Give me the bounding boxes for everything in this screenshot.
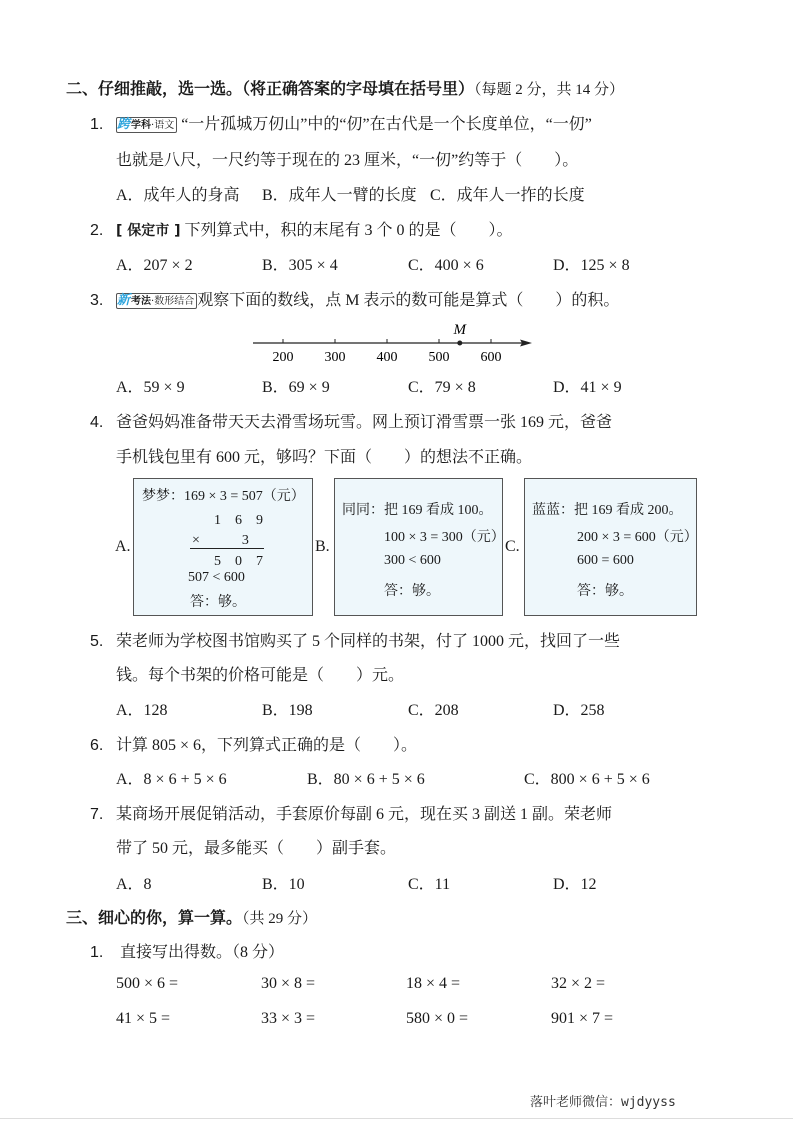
question-4-line2: 手机钱包里有 600 元，够吗？下面（ ）的想法不正确。 [116,449,533,466]
question-number: 2. [90,222,104,239]
calc-item: 41 × 5 = [116,1010,171,1027]
question-text: 计算 805 × 6，下列算式正确的是（ ）。 [116,737,418,754]
box-line: 同同：把 169 看成 100。 [342,503,493,518]
box-answer: 答：够。 [190,595,246,610]
calc-rule [190,548,264,549]
question-number: 1. [90,116,104,133]
box-line: 600 = 600 [577,553,634,568]
tick-label: 300 [324,350,346,365]
question-number: 7. [90,806,104,823]
question-1-line2: 也就是八尺，一尺约等于现在的 23 厘米，“一仞”约等于（ ）。 [116,152,579,169]
option-a-label[interactable]: A. [115,538,131,555]
section2-score-note: （每题 2 分，共 14 分） [474,82,625,98]
tick-label: 600 [480,350,502,365]
point-m-label: M [453,322,467,338]
option-d[interactable]: D．258 [553,702,605,719]
option-b[interactable]: B．305 × 4 [262,257,338,274]
question-5-line1 [90,628,620,651]
calc-item: 580 × 0 = [406,1010,469,1027]
question-3-line1 [90,287,619,310]
section3-score-note: （共 29 分） [242,911,318,927]
question-7-line1 [90,801,612,824]
option-c[interactable]: C．11 [408,876,451,893]
option-a[interactable]: A．8 × 6 + 5 × 6 [116,771,227,788]
box-answer: 答：够。 [577,584,633,599]
option-d[interactable]: D．41 × 9 [553,379,622,396]
question-1-line1 [90,111,592,134]
calc-item: 32 × 2 = [551,975,606,992]
calc-item: 901 × 7 = [551,1010,614,1027]
box-line: 100 × 3 = 300（元） [384,530,505,545]
calc-item: 30 × 8 = [261,975,316,992]
section2-header [66,76,624,99]
question-number: 1. [90,944,104,961]
option-a[interactable]: A．207 × 2 [116,257,193,274]
box-line: 梦梦：169 × 3 = 507（元） [142,489,305,504]
option-c[interactable]: C．成年人一拃的长度 [430,187,585,204]
option-d[interactable]: D．12 [553,876,597,893]
option-b-label[interactable]: B. [315,538,330,555]
option-a[interactable]: A．8 [116,876,152,893]
section3-header [66,905,317,928]
option-a[interactable]: A．128 [116,702,168,719]
box-line: 蓝蓝：把 169 看成 200。 [532,503,683,518]
question-6-line1 [90,732,417,755]
question-number: 3. [90,292,104,309]
calc-item: 18 × 4 = [406,975,461,992]
footer-watermark: 落叶老师微信：wjdyyss [530,1095,676,1110]
question-4-line1 [90,409,612,432]
question-text: 下列算式中，积的末尾有 3 个 0 的是（ ）。 [184,222,513,239]
question-text: 爸爸妈妈准备带天天去滑雪场玩雪。网上预订滑雪票一张 169 元，爸爸 [116,414,613,431]
box-line: 200 × 3 = 600（元） [577,530,698,545]
question-text: 观察下面的数线，点 M 表示的数可能是算式（ ）的积。 [197,292,620,309]
new-method-tag: 新考法·数形结合 [116,293,197,309]
number-line [240,315,550,367]
question-text: 直接写出得数。（8 分） [120,944,285,961]
option-b[interactable]: B．成年人一臂的长度 [262,187,417,204]
cross-subject-tag: 跨学科·语文 [116,117,177,133]
option-b-box[interactable] [334,478,503,616]
question-text: 荣老师为学校图书馆购买了 5 个同样的书架，付了 1000 元，找回了一些 [116,633,621,650]
question-7-line2: 带了 50 元，最多能买（ ）副手套。 [116,840,397,857]
option-a[interactable]: A．59 × 9 [116,379,185,396]
point-m [457,341,462,346]
option-b[interactable]: B．69 × 9 [262,379,330,396]
box-line: 507 < 600 [188,570,245,585]
question-5-line2: 钱。每个书架的价格可能是（ ）元。 [116,667,405,684]
calc-item: 33 × 3 = [261,1010,316,1027]
tick-label: 200 [272,350,294,365]
option-c-label[interactable]: C. [505,538,520,555]
option-a-box[interactable] [133,478,313,616]
option-b[interactable]: B．198 [262,702,313,719]
option-c[interactable]: C．79 × 8 [408,379,476,396]
vertical-calc-top: 1 6 9 [214,513,263,528]
question-text: 某商场开展促销活动，手套原价每副 6 元，现在买 3 副送 1 副。荣老师 [116,806,613,823]
question-number: 4. [90,414,104,431]
tick-label: 400 [376,350,398,365]
option-c-box[interactable] [524,478,697,616]
vertical-calc-result: 5 0 7 [214,554,263,569]
source-tag: [ 保定市 ] [116,223,181,239]
option-b[interactable]: B．80 × 6 + 5 × 6 [307,771,425,788]
option-a[interactable]: A．成年人的身高 [116,187,240,204]
section3-question-1 [90,939,284,962]
option-c[interactable]: C．800 × 6 + 5 × 6 [524,771,650,788]
question-2-line1 [90,217,513,240]
question-number: 5. [90,633,104,650]
option-d[interactable]: D．125 × 8 [553,257,630,274]
option-b[interactable]: B．10 [262,876,305,893]
box-line: 300 < 600 [384,553,441,568]
section2-title: 二、仔细推敲，选一选。（将正确答案的字母填在括号里） [66,79,475,98]
question-text: “一片孤城万仞山”中的“仞”在古代是一个长度单位，“一仞” [181,116,592,133]
box-answer: 答：够。 [384,584,440,599]
option-c[interactable]: C．400 × 6 [408,257,484,274]
section3-title: 三、细心的你，算一算。 [66,908,243,927]
calc-item: 500 × 6 = [116,975,179,992]
question-number: 6. [90,737,104,754]
tick-label: 500 [428,350,450,365]
vertical-calc-multiplier: × 3 [192,533,249,548]
page-bottom-rule [0,1118,793,1119]
option-c[interactable]: C．208 [408,702,459,719]
